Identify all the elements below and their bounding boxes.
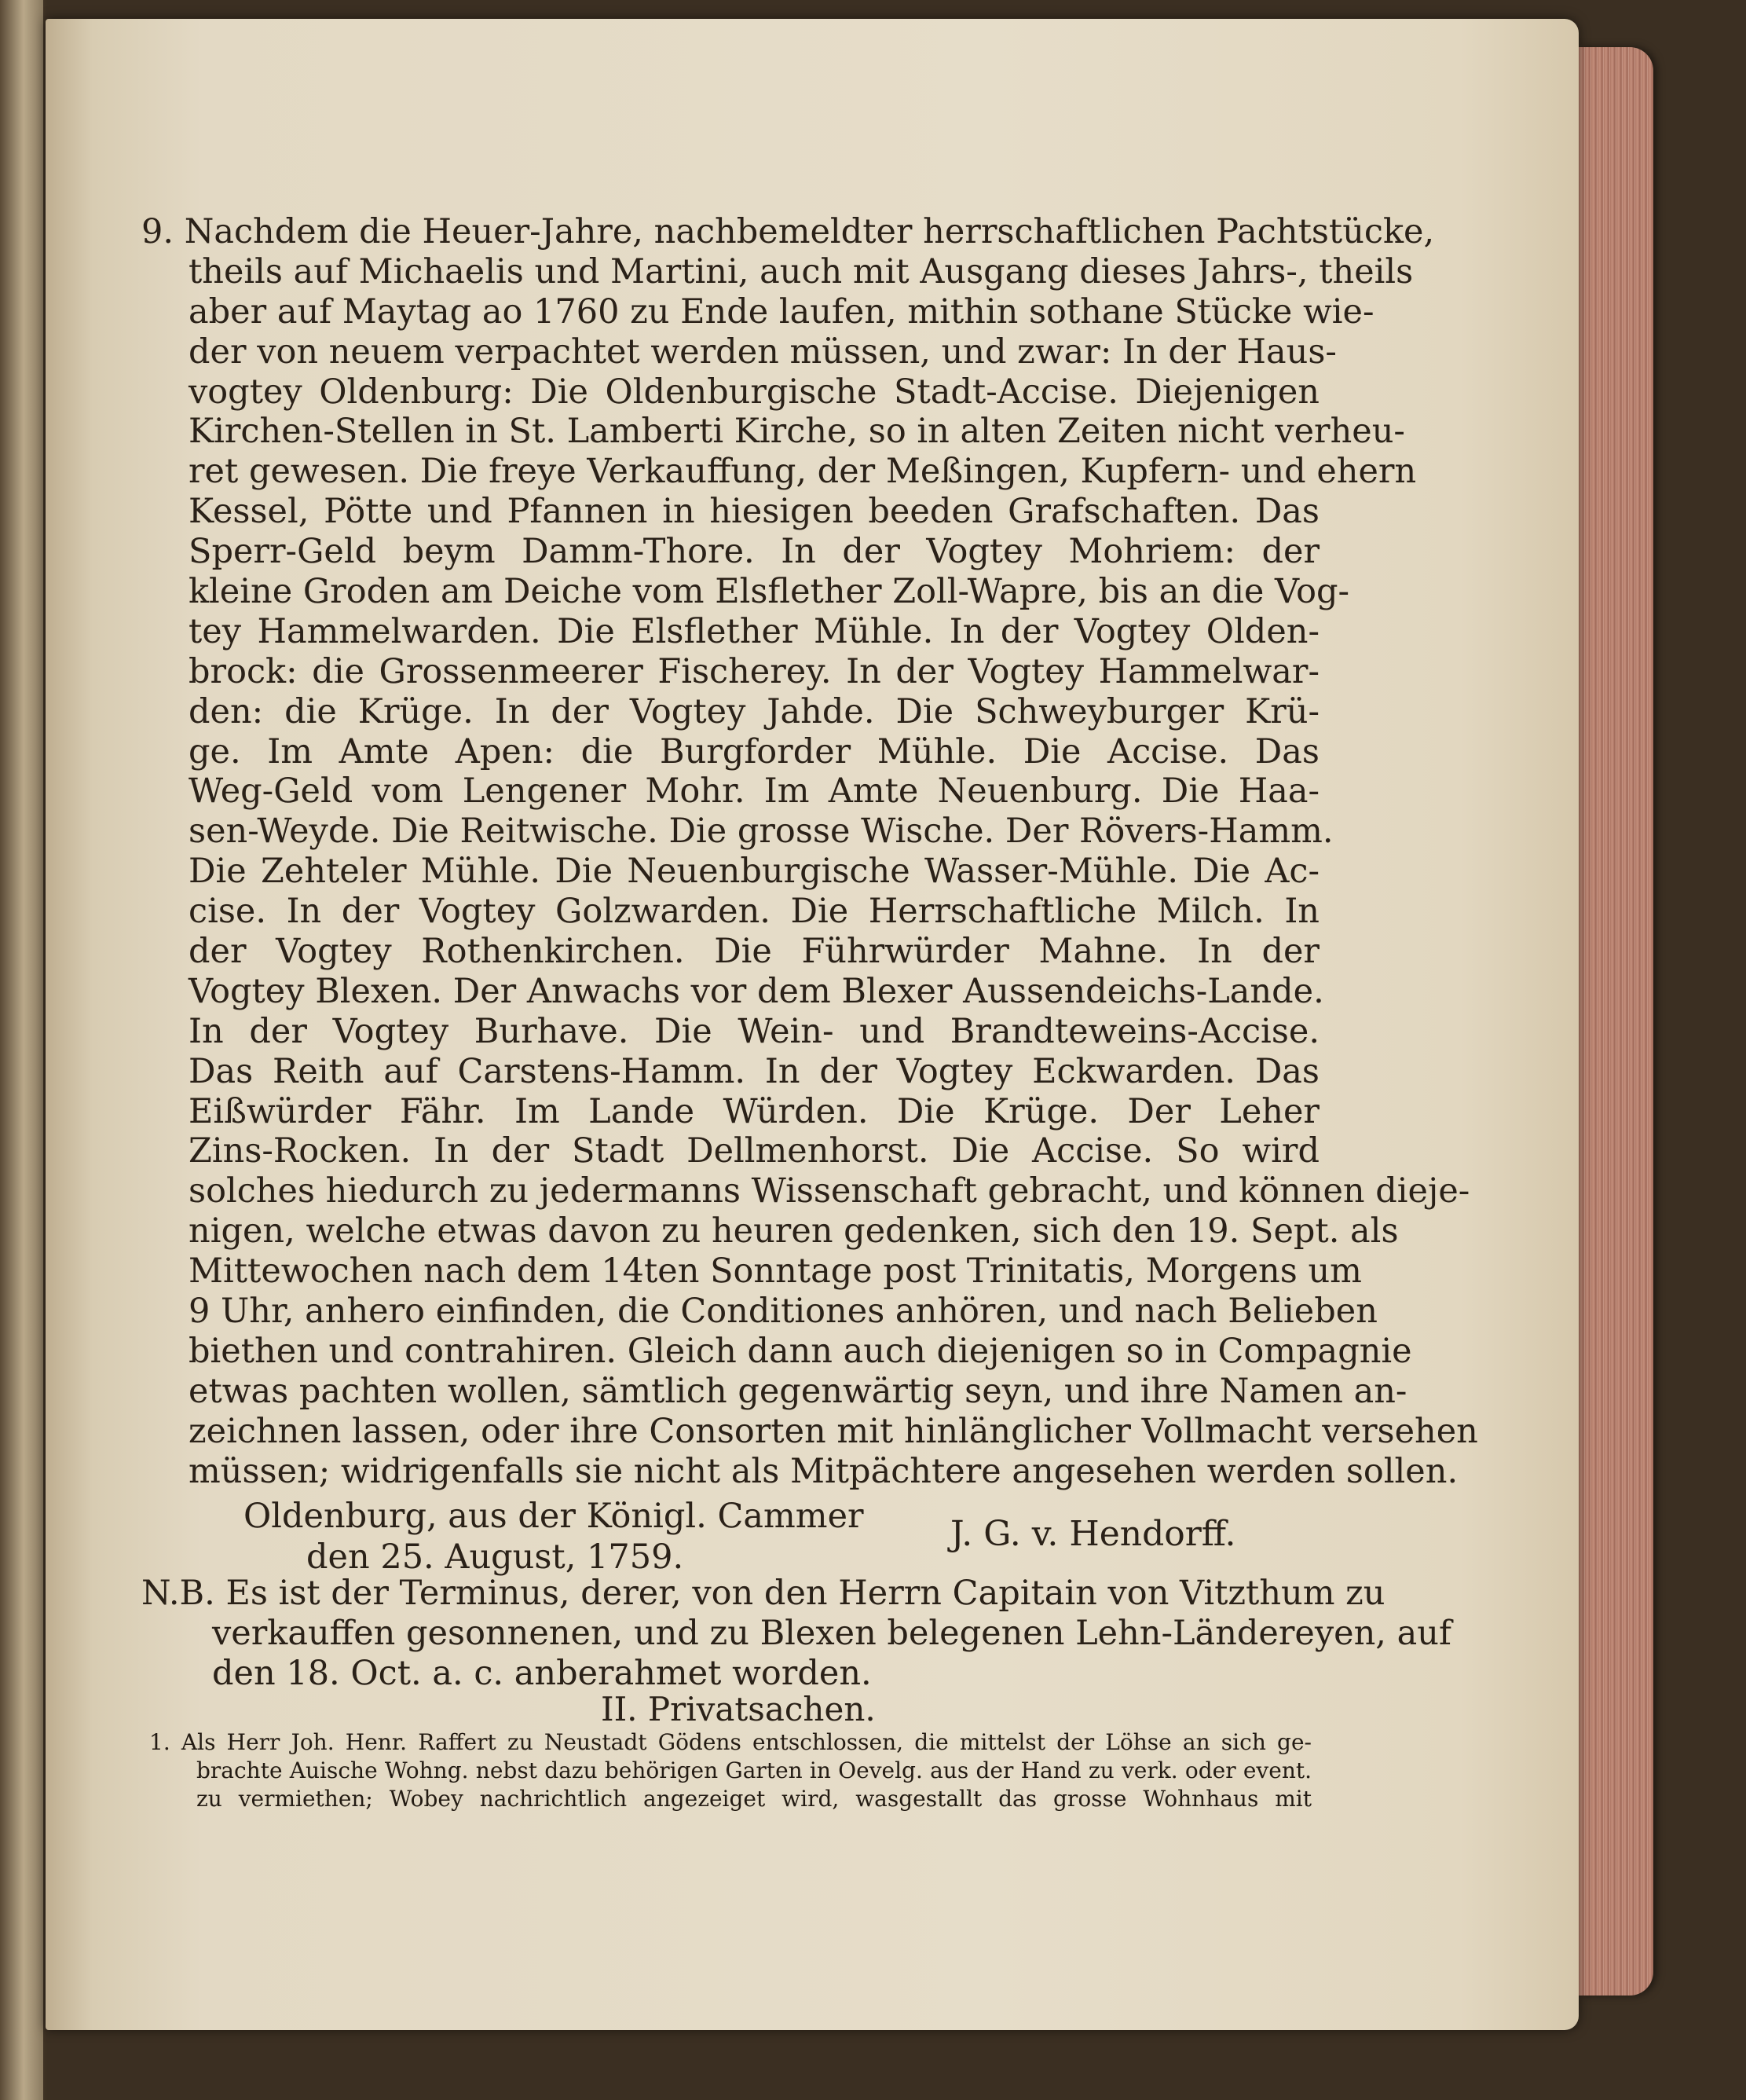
paragraph-line: ret gewesen. Die freye Verkauffung, der Meßingen, Kupfern- und ehern — [189, 452, 1417, 492]
main-paragraph — [141, 212, 1478, 1492]
signature-place: Oldenburg, aus der Königl. Cammer — [243, 1497, 864, 1536]
paragraph-line: ge. Im Amte Apen: die Burgforder Mühle. Die Accise. Das — [189, 731, 1320, 771]
paragraph-line: Vogtey Blexen. Der Anwachs vor dem Blexer Aussendeichs-Lande. — [189, 971, 1324, 1011]
paragraph-line: Mittewochen nach dem 14ten Sonntage post Trinitatis, Morgens um — [189, 1252, 1362, 1292]
paragraph-line: solches hiedurch zu jedermanns Wissenschaft gebracht, und können dieje- — [189, 1171, 1470, 1211]
paragraph-line: Die Zehteler Mühle. Die Neuenburgische Wasser-Mühle. Die Ac- — [189, 852, 1320, 892]
paragraph-line: vogtey Oldenburg: Die Oldenburgische Stadt-Accise. Diejenigen — [189, 372, 1320, 412]
paragraph-line: Eißwürder Fähr. Im Lande Würden. Die Krüge. Der Leher — [189, 1091, 1320, 1131]
paragraph-line: müssen; widrigenfalls sie nicht als Mitpächtere angesehen werden sollen. — [189, 1451, 1459, 1491]
paragraph-line: Das Reith auf Carstens-Hamm. In der Vogtey Eckwarden. Das — [189, 1051, 1320, 1091]
paragraph-line: theils auf Michaelis und Martini, auch mit Ausgang dieses Jahrs-, theils — [189, 251, 1414, 291]
paragraph-line: zeichnen lassen, oder ihre Consorten mit hinlänglicher Vollmacht versehen — [189, 1411, 1478, 1451]
paragraph-line: den: die Krüge. In der Vogtey Jahde. Die Schweyburger Krü- — [189, 691, 1320, 731]
paragraph-line: Kessel, Pötte und Pfannen in hiesigen beeden Grafschaften. Das — [189, 492, 1320, 532]
nota-bene-line: verkauffen gesonnenen, und zu Blexen belegenen Lehn-Ländereyen, auf — [212, 1614, 1451, 1653]
nota-bene-line: den 18. Oct. a. c. anberahmet worden. — [212, 1654, 872, 1693]
page-stack-edge — [1579, 47, 1653, 1996]
paragraph-line: biethen und contrahiren. Gleich dann auch diejenigen so in Compagnie — [189, 1331, 1412, 1371]
paragraph-line: aber auf Maytag ao 1760 zu Ende laufen, mithin sothane Stücke wie- — [189, 291, 1374, 332]
paragraph-line: 9 Uhr, anhero einfinden, die Conditiones anhören, und nach Belieben — [189, 1292, 1378, 1332]
paragraph-line: der von neuem verpachtet werden müssen, und zwar: In der Haus- — [189, 332, 1337, 372]
paragraph-line: nigen, welche etwas davon zu heuren gedenken, sich den 19. Sept. als — [189, 1211, 1399, 1252]
paragraph-line: sen-Weyde. Die Reitwische. Die grosse Wische. Der Rövers-Hamm. — [189, 812, 1334, 852]
paragraph-line: tey Hammelwarden. Die Elsflether Mühle. In der Vogtey Olden- — [189, 611, 1320, 651]
paragraph-line: brock: die Grossenmeerer Fischerey. In der Vogtey Hammelwar- — [189, 651, 1320, 691]
paragraph-line: Sperr-Geld beym Damm-Thore. In der Vogtey Mohriem: der — [189, 532, 1320, 572]
signature-date: den 25. August, 1759. — [306, 1537, 684, 1577]
private-notice-line: brachte Auische Wohng. nebst dazu behörigen Garten in Oevelg. aus der Hand zu verk. oder event. — [196, 1757, 1312, 1783]
paragraph-line: Weg-Geld vom Lengener Mohr. Im Amte Neuenburg. Die Haa- — [189, 771, 1320, 812]
nota-bene-block — [141, 1574, 1451, 1694]
facing-page-edge — [0, 0, 43, 2100]
paragraph-line: kleine Groden am Deiche vom Elsflether Zoll-Wapre, bis an die Vog- — [189, 572, 1350, 612]
private-notice-block — [149, 1728, 1312, 1813]
paragraph-line: 9. Nachdem die Heuer-Jahre, nachbemeldter herrschaftlichen Pachtstücke, — [141, 212, 1435, 251]
signature-name: J. G. v. Hendorff. — [950, 1514, 1236, 1554]
private-notice-line: 1. Als Herr Joh. Henr. Raffert zu Neustadt Gödens entschlossen, die mittelst der Löhse an sich ge- — [149, 1729, 1312, 1755]
private-notice-line: zu vermiethen; Wobey nachrichtlich angezeiget wird, wasgestallt das grosse Wohnhaus mit — [196, 1786, 1312, 1812]
paragraph-line: etwas pachten wollen, sämtlich gegenwärtig seyn, und ihre Namen an- — [189, 1371, 1407, 1411]
paragraph-line: cise. In der Vogtey Golzwarden. Die Herrschaftliche Milch. In — [189, 892, 1320, 932]
paragraph-line: der Vogtey Rothenkirchen. Die Führwürder Mahne. In der — [189, 932, 1320, 972]
paragraph-line: In der Vogtey Burhave. Die Wein- und Brandteweins-Accise. — [189, 1011, 1320, 1051]
nota-bene-line: N.B. Es ist der Terminus, derer, von den Herrn Capitain von Vitzthum zu — [141, 1574, 1385, 1613]
paragraph-line: Kirchen-Stellen in St. Lamberti Kirche, so in alten Zeiten nicht verheu- — [189, 412, 1405, 452]
paragraph-line: Zins-Rocken. In der Stadt Dellmenhorst. Die Accise. So wird — [189, 1131, 1320, 1171]
section-heading: II. Privatsachen. — [601, 1690, 876, 1728]
